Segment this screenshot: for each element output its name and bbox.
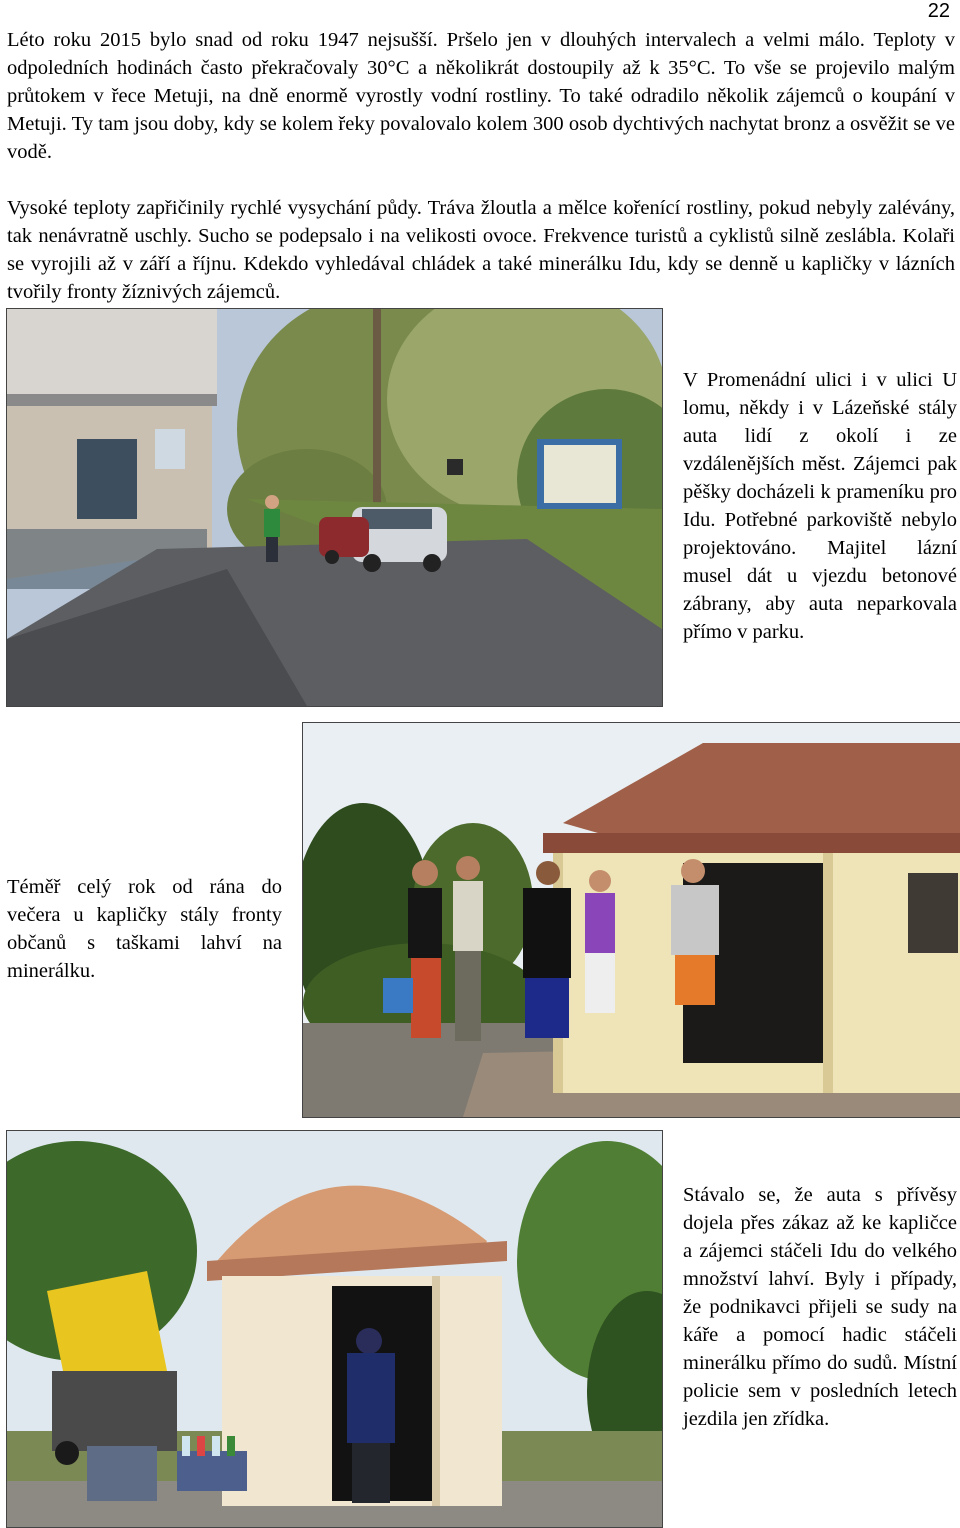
- caption-trailer: Stávalo se, že auta s přívěsy dojela přes zákaz až ke kapličce a zájemci stáčeli Idu do velkého množství lahví. Byly i případy, že podnikavci přijeli se sudy na káře a pomocí hadic stáčeli minerálku přímo do sudů. Místní policie sem v posledních letech jezdila jen zřídka.: [683, 1184, 957, 1430]
- paragraph-drought-summer: Léto roku 2015 bylo snad od roku 1947 nejsušší. Pršelo jen v dlouhých intervalech a velmi málo. Teploty v odpoledních hodinách často překračovaly 30°C a několikrát dostoupily až k 35°C. To vše se projevilo malým průtokem v řece Metuji, na dně enormě vyrostly vodní rostliny. To také odradilo několik zájemců o koupání v Metuji. Ty tam jsou doby, kdy se kolem řeky povalovalo kolem 300 osob dychtivých nachytat bronz a osvěžit se ve vodě.: [7, 29, 955, 163]
- page-number: 22: [927, 0, 950, 22]
- photo-people-queue-chapel: [302, 722, 960, 1118]
- caption-queue: Téměř celý rok od rána do večera u kapličky stály fronty občanů s taškami lahví na minerálku.: [7, 876, 282, 982]
- caption-parking: V Promenádní ulici i v ulici U lomu, někdy i v Lázeňské stály auta lidí z okolí i ze vzdálenějších měst. Zájemci pak pěšky docházeli k prameníku pro Idu. Potřebné parkoviště nebylo projektováno. Majitel lázní musel dát u vjezdu betonové zábrany, aby auta neparkovala přímo v parku.: [683, 369, 957, 643]
- paragraph-high-temperatures: Vysoké teploty zapřičinily rychlé vysychání půdy. Tráva žloutla a mělce kořenící rostliny, pokud nebyly zalévány, tak nenávratně uschly. Sucho se podepsalo i na velikosti ovoce. Frekvence turistů a cyklistů silně zeslábla. Kolaři se vyrojili až v září a říjnu. Kdekdo vyhledával chládek a také minerálku Idu, kdy se denně u kapličky v lázních tvořily fronty žíznivých zájemců.: [7, 197, 955, 303]
- photo-street-parked-cars: [6, 308, 663, 707]
- photo-trailer-chapel: [6, 1130, 663, 1528]
